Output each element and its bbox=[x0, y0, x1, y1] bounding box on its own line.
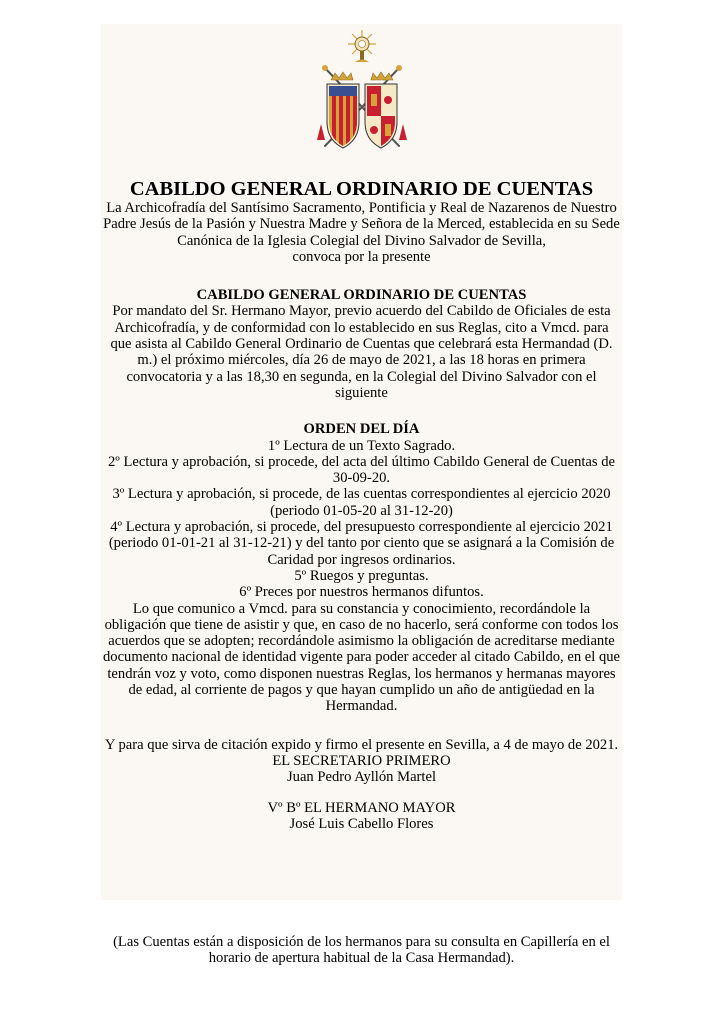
intro-line: convoca por la presente bbox=[292, 248, 431, 265]
agenda-line: (periodo 01-01-21 al 31-12-21) y del tanto por ciento que se asignará a la Comisión de bbox=[108, 535, 615, 552]
agenda-line: de edad, al corriente de pagos y que hayan cumplido un año de antigüedad en la bbox=[128, 682, 595, 699]
convocation-line: Archicofradía, y de conformidad con lo establecido en sus Reglas, cito a Vmcd. para bbox=[114, 319, 609, 336]
intro-line: Canónica de la Iglesia Colegial del Divino Salvador de Sevilla, bbox=[177, 232, 546, 249]
agenda-line: 30-09-20. bbox=[332, 470, 391, 487]
intro-line: La Archicofradía del Santísimo Sacramento, Pontificia y Real de Nazarenos de Nuestro bbox=[106, 200, 617, 216]
convocation-line: Por mandato del Sr. Hermano Mayor, previo acuerdo del Cabildo de Oficiales de esta bbox=[112, 303, 611, 320]
signature-role: EL SECRETARIO PRIMERO bbox=[272, 752, 451, 769]
agenda-line: tendrán voz y voto, como disponen nuestras Reglas, los hermanos y hermanas mayores bbox=[107, 665, 616, 682]
signature-block bbox=[101, 753, 622, 786]
left-crown-icon bbox=[331, 72, 353, 80]
agenda-heading: ORDEN DEL DÍA bbox=[303, 421, 420, 438]
signature-role: Vº Bº EL HERMANO MAYOR bbox=[267, 799, 456, 816]
closing-statement: Y para que sirva de citación expido y firmo el presente en Sevilla, a 4 de mayo de 2021. bbox=[104, 736, 619, 753]
page-title: CABILDO GENERAL ORDINARIO DE CUENTAS bbox=[129, 178, 594, 200]
agenda-line: Lo que comunico a Vmcd. para su constancia y conocimiento, recordándole la bbox=[132, 600, 591, 617]
signature-block bbox=[101, 800, 622, 833]
brotherhood-coat-of-arms-icon bbox=[313, 28, 411, 158]
convocation-line: que asista al Cabildo General Ordinario de Cuentas que celebrará esta Hermandad (D. bbox=[110, 336, 613, 353]
section-title: CABILDO GENERAL ORDINARIO DE CUENTAS bbox=[196, 287, 527, 304]
signature-name: Juan Pedro Ayllón Martel bbox=[286, 769, 437, 786]
right-crown-icon bbox=[371, 72, 393, 80]
document-body bbox=[101, 178, 622, 846]
agenda-line: 3º Lectura y aprobación, si procede, de las cuentas correspondientes al ejercicio 2020 bbox=[112, 486, 611, 503]
monstrance-icon bbox=[348, 30, 376, 62]
left-shield-icon bbox=[327, 84, 359, 148]
agenda-line: documento nacional de identidad vigente para poder acceder al citado Cabildo, en el que bbox=[102, 649, 621, 666]
convocation-line: siguiente bbox=[335, 384, 388, 401]
agenda-line: 5º Ruegos y preguntas. bbox=[294, 567, 429, 584]
agenda-line: 4º Lectura y aprobación, si procede, del presupuesto correspondiente al ejercicio 2021 bbox=[110, 519, 613, 536]
agenda-line: 1º Lectura de un Texto Sagrado. bbox=[267, 437, 456, 454]
right-shield-icon bbox=[365, 84, 397, 148]
agenda-line: 2º Lectura y aprobación, si procede, del acta del último Cabildo General de Cuentas de bbox=[107, 453, 615, 470]
agenda-line: acuerdos que se adopten; recordándole asimismo la obligación de acreditarse mediante bbox=[108, 633, 615, 650]
agenda-line: (periodo 01-05-20 al 31-12-20) bbox=[270, 502, 453, 519]
agenda-list bbox=[101, 438, 622, 715]
intro-paragraph bbox=[101, 200, 622, 265]
agenda-line: 6º Preces por nuestros hermanos difuntos. bbox=[239, 584, 484, 601]
signature-name: José Luis Cabello Flores bbox=[289, 815, 434, 832]
footnote-line: horario de apertura habitual de la Casa Hermandad). bbox=[208, 950, 515, 967]
agenda-line: obligación que tiene de asistir y que, en caso de no hacerlo, será conforme con todos los bbox=[104, 616, 619, 633]
intro-line: Padre Jesús de la Pasión y Nuestra Madre y Señora de la Merced, establecida en su Sede bbox=[103, 216, 620, 233]
convocation-line: m.) el próximo miércoles, día 26 de mayo de 2021, a las 18 horas en primera bbox=[137, 352, 586, 369]
agenda-line: Caridad por ingresos ordinarios. bbox=[267, 551, 456, 568]
footnote bbox=[101, 934, 622, 967]
agenda-line: Hermandad. bbox=[325, 698, 398, 715]
convocation-paragraph bbox=[101, 303, 622, 401]
convocation-line: convocatoria y a las 18,30 en segunda, en la Colegial del Divino Salvador con el bbox=[126, 368, 597, 385]
footnote-line: (Las Cuentas están a disposición de los hermanos para su consulta en Capillería en el bbox=[113, 934, 610, 950]
